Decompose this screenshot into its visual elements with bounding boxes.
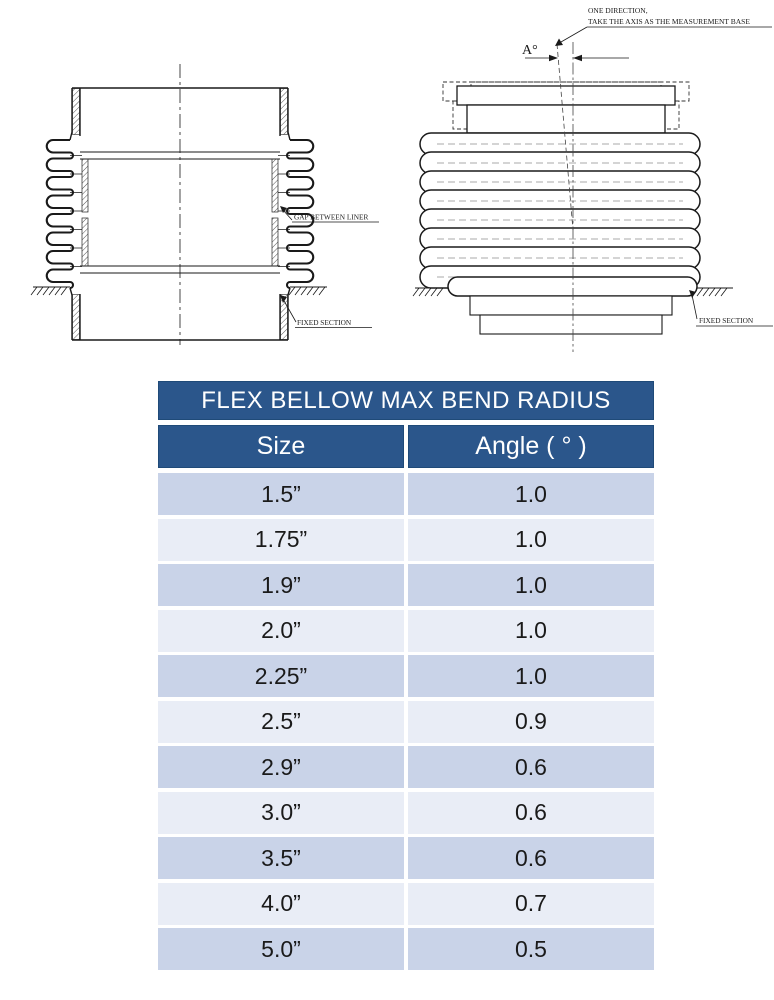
leader-arrow-icon [555,39,563,47]
angle-dimension [522,43,629,61]
top-collar [457,86,675,133]
angle-cell: 1.0 [408,473,654,515]
bellows-ribs [420,133,700,288]
table-row [158,564,654,606]
size-cell: 4.0” [158,883,404,925]
fixed-section-label: FIXED SECTION [297,318,352,327]
angle-cell: 0.7 [408,883,654,925]
bellow-bend-angle-svg [385,0,774,360]
size-cell: 1.75” [158,519,404,561]
direction-note-line2: TAKE THE AXIS AS THE MEASUREMENT BASE [588,17,750,26]
size-cell: 3.5” [158,837,404,879]
angle-cell: 1.0 [408,655,654,697]
bellow-cross-section-svg [15,52,380,352]
gap-between-liner-label: GAP BETWEEN LINER [294,212,369,222]
table-row [158,701,654,743]
direction-note-line1: ONE DIRECTION, [588,6,648,15]
max-bend-radius-table [158,381,654,970]
table-row [158,519,654,561]
fixed-section-callout-right [689,290,773,326]
table-header-row [158,425,654,468]
table-body [158,473,654,970]
angle-cell: 1.0 [408,564,654,606]
dimension-arrow-icon [573,55,582,61]
fixed-section-label: FIXED SECTION [699,316,754,325]
fixed-section-callout-left [280,295,372,328]
table-title: FLEX BELLOW MAX BEND RADIUS [158,381,654,420]
angle-cell: 0.6 [408,746,654,788]
table-row [158,837,654,879]
angle-column-header: Angle ( ° ) [408,425,654,468]
leader-arrow-icon [280,206,287,213]
size-cell: 3.0” [158,792,404,834]
size-column-header: Size [158,425,404,468]
bellow-cross-section-drawing [15,52,380,352]
size-cell: 1.5” [158,473,404,515]
size-cell: 2.5” [158,701,404,743]
size-cell: 2.9” [158,746,404,788]
bottom-ring-and-base [448,277,697,334]
table-row [158,473,654,515]
size-cell: 2.25” [158,655,404,697]
size-cell: 1.9” [158,564,404,606]
table-row [158,928,654,970]
angle-cell: 0.6 [408,837,654,879]
angle-cell: 1.0 [408,610,654,652]
angle-cell: 0.9 [408,701,654,743]
table-row [158,610,654,652]
ground-hatch [31,287,327,295]
size-cell: 2.0” [158,610,404,652]
table-row [158,883,654,925]
bellow-bend-angle-drawing [385,0,774,360]
table-row [158,792,654,834]
table-row [158,746,654,788]
table-row [158,655,654,697]
size-cell: 5.0” [158,928,404,970]
angle-cell: 0.5 [408,928,654,970]
angle-a-label: A° [522,43,538,58]
direction-note-callout [555,6,772,46]
angle-cell: 1.0 [408,519,654,561]
angle-cell: 0.6 [408,792,654,834]
dimension-arrow-icon [549,55,558,61]
